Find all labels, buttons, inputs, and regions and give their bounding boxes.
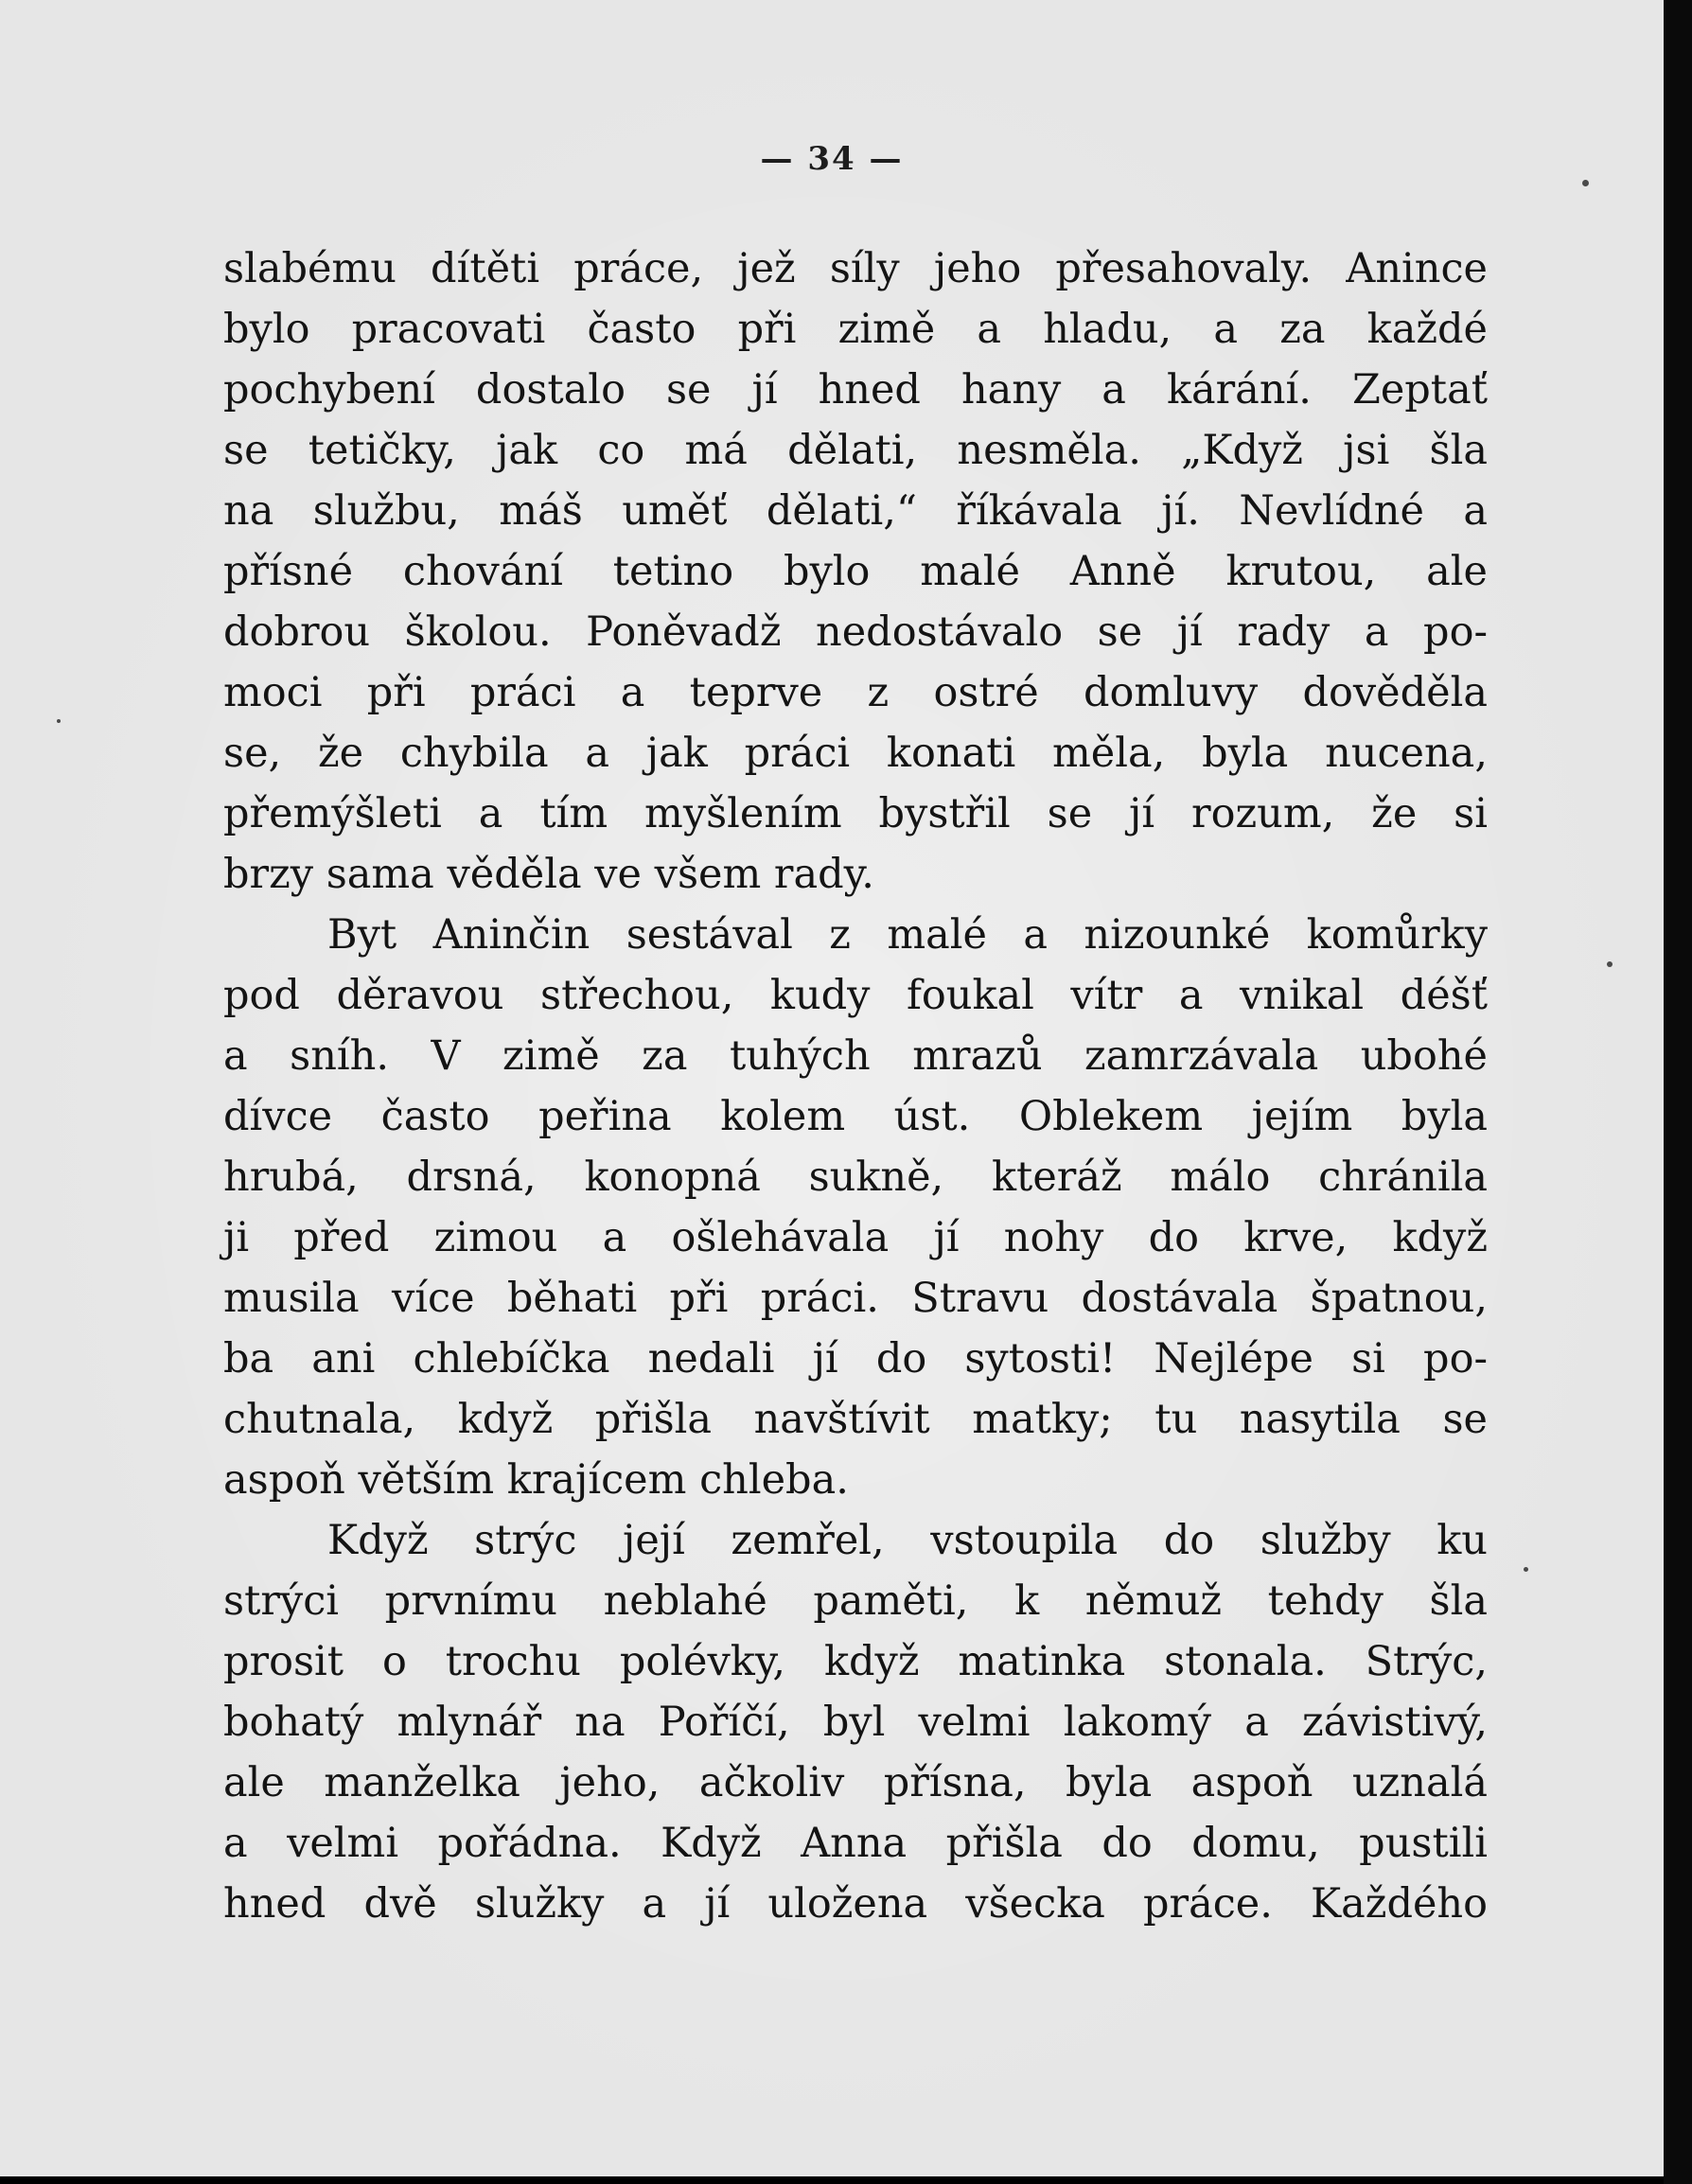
text-line: pochybení dostalo se jí hned hany a kárání. Zeptať xyxy=(223,366,1488,414)
text-line: hrubá, drsná, konopná sukně, kteráž málo chránila xyxy=(223,1154,1488,1201)
text-line: na službu, máš uměť dělati,“ říkávala jí. Nevlídné a xyxy=(223,487,1488,535)
text-line: brzy sama věděla ve všem rady. xyxy=(223,851,874,898)
scan-speck xyxy=(57,719,61,723)
text-line: dívce často peřina kolem úst. Oblekem jejím byla xyxy=(223,1093,1488,1140)
text-line: ale manželka jeho, ačkoliv přísna, byla aspoň uznalá xyxy=(223,1759,1488,1806)
text-line: prosit o trochu polévky, když matinka stonala. Strýc, xyxy=(223,1638,1488,1685)
text-line: přemýšleti a tím myšlením bystřil se jí rozum, že si xyxy=(223,790,1488,837)
scan-speck xyxy=(1607,961,1613,967)
text-line: bohatý mlynář na Poříčí, byl velmi lakomý a závistivý, xyxy=(223,1699,1488,1746)
scan-border xyxy=(1664,0,1692,2184)
text-line: bylo pracovati často při zimě a hladu, a za každé xyxy=(223,306,1488,353)
text-line: aspoň větším krajícem chleba. xyxy=(223,1456,849,1504)
text-line: Byt Aninčin sestával z malé a nizounké komůrky xyxy=(327,911,1488,959)
text-line: dobrou školou. Poněvadž nedostávalo se jí rady a po- xyxy=(223,608,1488,656)
text-line: ji před zimou a ošlehávala jí nohy do krve, když xyxy=(223,1214,1488,1261)
body-text xyxy=(223,238,1488,1934)
scan-speck xyxy=(1524,1567,1528,1572)
paragraph-1 xyxy=(223,238,1488,905)
text-line: se tetičky, jak co má dělati, nesměla. „Když jsi šla xyxy=(223,427,1488,474)
scan-speck xyxy=(1582,180,1589,186)
paragraph-3 xyxy=(223,1510,1488,1934)
text-line: musila více běhati při práci. Stravu dostávala špatnou, xyxy=(223,1275,1488,1322)
text-line: se, že chybila a jak práci konati měla, byla nucena, xyxy=(223,730,1488,777)
text-line: a velmi pořádna. Když Anna přišla do domu, pustili xyxy=(223,1820,1488,1867)
text-line: ba ani chlebíčka nedali jí do sytosti! Nejlépe si po- xyxy=(223,1335,1488,1383)
text-line: přísné chování tetino bylo malé Anně krutou, ale xyxy=(223,548,1488,595)
text-line: pod děravou střechou, kudy foukal vítr a vnikal déšť xyxy=(223,972,1488,1019)
page-number: — 34 — xyxy=(760,140,904,178)
paragraph-2 xyxy=(223,905,1488,1510)
text-line: hned dvě služky a jí uložena všecka práce. Každého xyxy=(223,1880,1488,1928)
text-line: a sníh. V zimě za tuhých mrazů zamrzávala ubohé xyxy=(223,1032,1488,1080)
text-line: Když strýc její zemřel, vstoupila do služby ku xyxy=(327,1517,1488,1564)
text-line: moci při práci a teprve z ostré domluvy dověděla xyxy=(223,669,1488,716)
text-line: chutnala, když přišla navštívit matky; tu nasytila se xyxy=(223,1396,1488,1443)
text-line: strýci prvnímu neblahé paměti, k němuž tehdy šla xyxy=(223,1577,1488,1625)
text-line: slabému dítěti práce, jež síly jeho přesahovaly. Anince xyxy=(223,245,1488,292)
